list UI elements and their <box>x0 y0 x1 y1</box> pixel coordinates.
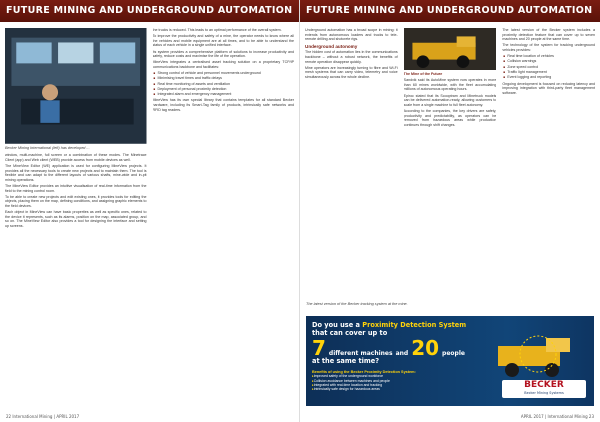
right-page <box>300 0 600 422</box>
bullet-item: ■ Real time monitoring of assets and ventilation <box>154 82 295 87</box>
control-room-photo <box>5 28 147 144</box>
right-col2-paragraph <box>404 72 497 77</box>
advert-benefit-item: ▸ Improved safety of the underground workforce <box>312 374 487 378</box>
advert-benefits <box>312 370 487 391</box>
advert-machines-count: 7 <box>312 336 326 360</box>
right-col2-paragraph: Sandvik said its AutoMine system now operates in more than 60 mines worldwide, with the fleet accumulating millions of autonomous operating hours. <box>403 78 497 92</box>
left-column-1 <box>5 28 147 408</box>
left-col2-tail: MineView has its own special library that contains templates for all standard Becker hardware, including its Smart-Tag family of products, intrinsically safe networks and RFID tag readers. <box>152 98 294 112</box>
left-photo-caption: Becker Mining International (left) has developed ... <box>5 145 90 150</box>
advert-benefit-item: ▸ Integrated with real-time location and tracking <box>312 383 487 387</box>
bullet-item: ■ Collision warnings <box>503 59 595 64</box>
bullet-item: ■ Real time location of vehicles <box>503 54 595 59</box>
left-page-footer: 22 International Mining | APRIL 2017 <box>6 414 80 419</box>
right-col2-paragraph: According to the companies, the key drivers are safety, productivity and predictability, as operators can be removed from hazardous areas while production continues through shift changes. <box>403 109 497 127</box>
bullet-item: ■ Minimising travel times and traffic delays <box>154 76 295 81</box>
bullet-item: ■ Event logging and reporting <box>503 75 595 80</box>
left-columns <box>5 28 294 408</box>
bullet-item: ■ Integrated alarm and emergency management <box>154 92 295 97</box>
proximity-detection-advert <box>306 316 594 406</box>
advert-people-count: 20 <box>411 336 440 360</box>
left-col2-paragraph: To improve the productivity and safety of a mine, the operator needs to know where all the vehicles and mobile equipment are at all times, and to be able to understand the status of each vehicle in a single unified interface. <box>152 34 294 48</box>
mining-vehicle-photo <box>404 28 497 70</box>
becker-logo-subtext: Becker Mining Systems <box>524 391 564 395</box>
right-photo-caption: The latest version of the Becker tracking system at the mine. <box>306 302 408 306</box>
left-column-2 <box>153 28 295 408</box>
advert-and: and <box>395 350 409 357</box>
right-col1-paragraph: Mine operators are increasingly turning to fibre and Wi-Fi mesh systems that can carry video, telemetry and voice simultaneously across the whole decline. <box>305 65 398 79</box>
advert-benefit-item: ▸ Collision avoidance between machines and people <box>312 379 487 383</box>
advert-benefits-title: Benefits of using the Becker Proximity Detection System: <box>312 370 416 374</box>
advert-tail: at the same time? <box>312 357 380 365</box>
left-col1-paragraph: The MineView Editor provides an intuitive visualisation of real-time information from the field to the mining control room. <box>5 184 147 193</box>
advert-head-suffix: that can cover up to <box>312 329 388 337</box>
advert-people-label: people <box>442 350 465 357</box>
left-col1-paragraph: To be able to create new projects and edit existing ones, it provides tools for editing the objects, placing them on the map, defining conditions, and assigning graphic elements to the field devices. <box>5 194 147 209</box>
right-col1-paragraph: The hidden cost of automation lies in the communications backbone – without a robust network, the benefits of remote operation disappear quickly. <box>305 50 398 64</box>
left-col1-paragraph: Each object in MineView can have basic properties as well as specific ones, related to the device it represents, such as its alarms, position on the map, associated group, and so on. The MineView Editor also provides a tool for designing the interface and setting up screens. <box>5 210 147 229</box>
right-col1-paragraph: Underground automation has a broad scope in mining: it extends from autonomous loaders and trucks to tele-remote drilling and shotcrete rigs. <box>305 28 398 42</box>
left-col2-bullet-list <box>154 71 295 96</box>
right-columns <box>305 28 595 312</box>
advert-head-highlight: Proximity Detection System <box>362 321 467 329</box>
left-col1-paragraph: window, multi-machine, full screen or a combination of these modes. The Minetrace Client (app) and Web client (WEB) provide access from mobile devices as well. <box>5 153 147 162</box>
advert-headline-line <box>312 321 482 337</box>
right-column-2 <box>404 28 497 312</box>
right-column-3 <box>502 28 595 312</box>
becker-logo-text: BECKER <box>524 380 564 390</box>
advert-head-prefix: Do you use a <box>312 321 363 329</box>
right-page-banner: FUTURE MINING AND UNDERGROUND AUTOMATION <box>300 0 600 22</box>
bullet-item: ■ Zone speed control <box>503 65 595 70</box>
right-page-footer: APRIL 2017 | International Mining 23 <box>520 414 594 419</box>
left-col2-intro: MineView integrates a centralised asset tracking solution on a proprietary TCP/IP communications backbone and facilitates: <box>152 60 294 69</box>
left-col1-paragraph: The MineView Editor (WE) application is used for configuring MineView projects. It provides all the necessary tools to create new projects and to maintain them. The tool is flexible and can adapt to the different layouts of various shafts, mine-wide and in-pit mining operations. <box>5 164 147 182</box>
left-col2-paragraph: the trucks is reduced. This leads to an optimal performance of the overall system. <box>152 28 282 32</box>
becker-logo[interactable] <box>502 380 586 398</box>
right-col3-paragraph: Ongoing development is focused on reducing latency and improving integration with third-party fleet management software. <box>502 81 596 95</box>
right-column-1 <box>305 28 398 312</box>
advert-headline <box>312 321 482 365</box>
right-col1-heading: Underground autonomy <box>305 43 358 49</box>
bullet-item: ■ Deployment of personal proximity detection <box>154 87 295 92</box>
bullet-item: ■ Traffic light management <box>503 70 595 75</box>
left-page-banner: FUTURE MINING AND UNDERGROUND AUTOMATION <box>0 0 299 22</box>
right-col3-paragraph: The technology of the system for tracking underground vehicles provides: <box>502 43 596 52</box>
mining-truck-icon <box>488 330 588 380</box>
right-col2-paragraph: Epiroc stated that its Scooptram and Minetruck models can be delivered automation-ready, allowing customers to scale from a single machine to full fleet autonomy. <box>403 93 497 107</box>
bullet-item: ■ Strong control of vehicle and personnel movements underground <box>154 71 295 76</box>
advert-machines-label: different machines <box>328 350 393 357</box>
advert-benefit-item: ▸ Intrinsically safe design for hazardous areas <box>312 387 487 391</box>
right-col3-paragraph: The latest version of the Becker system includes a proximity detection feature that can cover up to seven machines and 20 people at the same time. <box>502 28 596 42</box>
right-col3-bullet-list <box>503 54 595 79</box>
left-col2-paragraph: Its system provides a comprehensive platform of solutions to increase productivity and safety, reduce costs and maximise the life of the operation. <box>152 49 294 59</box>
right-col2-lead: The Mine of the Future <box>403 72 443 77</box>
advert-machines-row <box>312 336 482 360</box>
